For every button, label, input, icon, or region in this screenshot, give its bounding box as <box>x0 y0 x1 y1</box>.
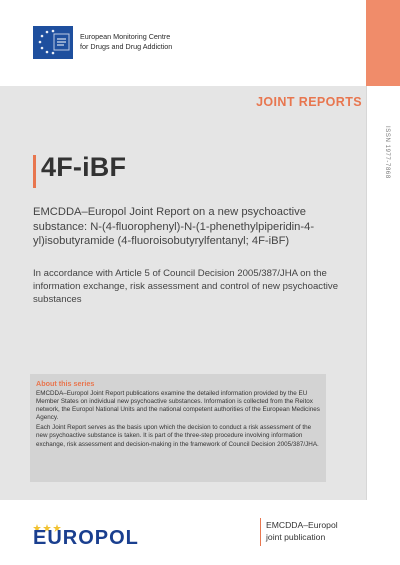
agency-name-line2: for Drugs and Drug Addiction <box>80 42 173 51</box>
publication-line2: joint publication <box>266 532 326 542</box>
side-strip <box>366 86 400 500</box>
europol-logo <box>33 522 183 546</box>
about-series-box <box>30 374 326 482</box>
report-intro: In accordance with Article 5 of Council Decision 2005/387/JHA on the information exchange, risk assessment and control of new psychoactive substances <box>33 268 339 305</box>
about-paragraph-2: Each Joint Report serves as the basis upon which the decision to conduct a risk assessment of the new psychoactive substance is taken. It is part of the three-step procedure involving information exchange, risk assessment and decision-making in the framework of Council Decision 2005/387/JHA. <box>36 424 319 448</box>
publication-line1: EMCDDA–Europol <box>266 520 338 530</box>
about-heading: About this series <box>36 379 95 388</box>
svg-text:EUROPOL: EUROPOL <box>33 527 139 546</box>
agency-name-line1: European Monitoring Centre <box>80 32 171 41</box>
title-accent-bar <box>33 155 36 188</box>
about-paragraph-1: EMCDDA–Europol Joint Report publications examine the detailed information provided by the EU Member States on individual new psychoactive substances. Information is collected from the Reitox network, the Europol National Units and the national competent authorities of the European Medicines Agency. <box>36 390 320 422</box>
header <box>0 0 400 86</box>
emcdda-logo <box>33 26 73 59</box>
agency-name <box>80 32 172 52</box>
footer-divider <box>260 518 261 546</box>
series-label: JOINT REPORTS <box>256 95 362 109</box>
report-subtitle: EMCDDA–Europol Joint Report on a new psychoactive substance: N-(4-fluorophenyl)-N-(1-phenethylpiperidin-4-yl)isobutyramide (4-fluoroisobutyrylfentanyl; 4F-iBF) <box>33 206 315 247</box>
orange-corner-strip <box>366 0 400 86</box>
issn: ISSN 1977-7868 <box>384 126 390 179</box>
page-title: 4F-iBF <box>41 152 127 182</box>
